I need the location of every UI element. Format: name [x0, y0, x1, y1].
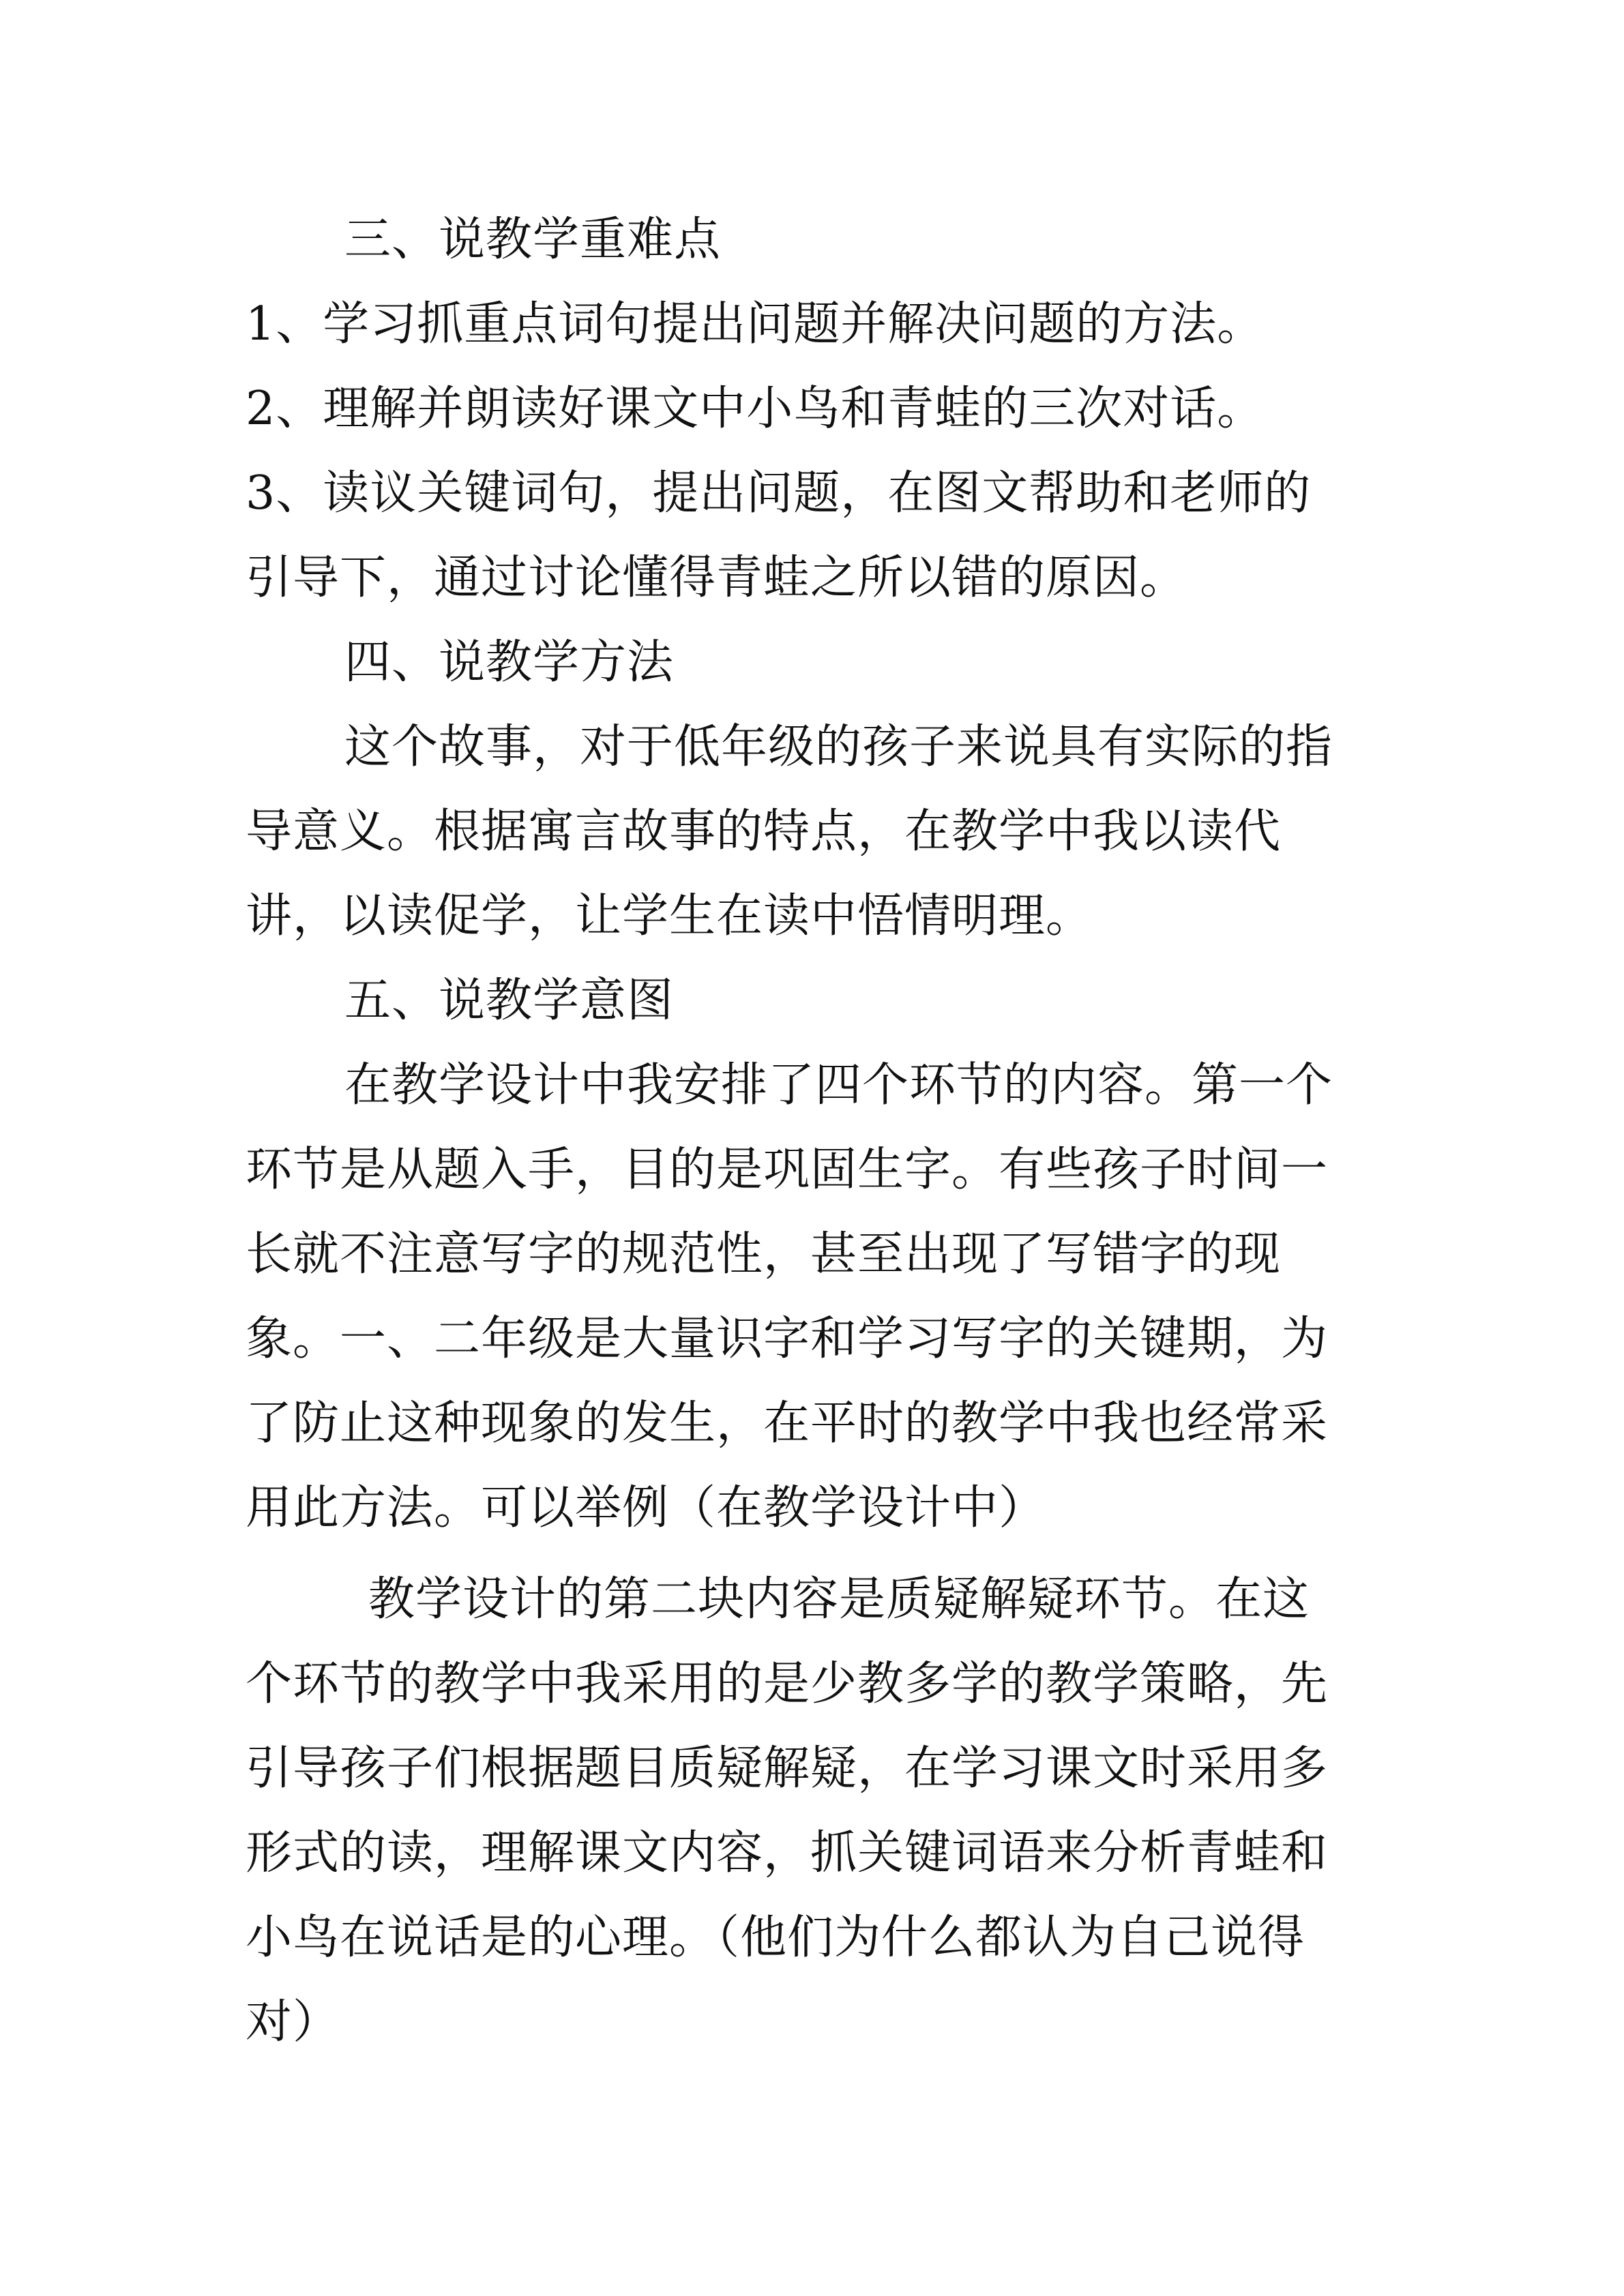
list-item-2: 2、理解并朗读好课文中小鸟和青蛙的三次对话。 — [246, 382, 1265, 436]
paragraph-line: 象。一、二年级是大量识字和学习写字的关键期，为 — [246, 1312, 1329, 1366]
list-item-3-line-2: 引导下，通过讨论懂得青蛙之所以错的原因。 — [246, 551, 1187, 605]
section-heading-3: 三、说教学重难点 — [344, 213, 722, 267]
paragraph-line: 个环节的教学中我采用的是少教多学的教学策略，先 — [246, 1657, 1329, 1711]
paragraph-line: 环节是从题入手，目的是巩固生字。有些孩子时间一 — [246, 1143, 1329, 1197]
list-item-3-line-1: 3、读议关键词句，提出问题，在图文帮助和老师的 — [246, 466, 1312, 520]
paragraph-line: 用此方法。可以举例（在教学设计中） — [246, 1481, 1046, 1535]
section-heading-4: 四、说教学方法 — [344, 636, 675, 689]
paragraph-line: 这个故事，对于低年级的孩子来说具有实际的指 — [344, 720, 1333, 774]
paragraph-line: 导意义。根据寓言故事的特点，在教学中我以读代 — [246, 805, 1282, 859]
section-heading-5: 五、说教学意图 — [344, 974, 675, 1028]
paragraph-line: 讲，以读促学，让学生在读中悟情明理。 — [246, 889, 1093, 943]
paragraph-line: 引导孩子们根据题目质疑解疑，在学习课文时采用多 — [246, 1742, 1329, 1795]
paragraph-line: 形式的读，理解课文内容，抓关键词语来分析青蛙和 — [246, 1826, 1329, 1880]
paragraph-line: 长就不注意写字的规范性，甚至出现了写错字的现 — [246, 1227, 1282, 1281]
paragraph-line: 对） — [246, 1995, 340, 2049]
paragraph-line: 小鸟在说话是的心理。（他们为什么都认为自己说得 — [246, 1911, 1305, 1965]
paragraph-line: 在教学设计中我安排了四个环节的内容。第一个 — [344, 1058, 1333, 1112]
paragraph-line: 了防止这种现象的发生，在平时的教学中我也经常采 — [246, 1397, 1329, 1450]
list-item-1: 1、学习抓重点词句提出问题并解决问题的方法。 — [246, 297, 1265, 351]
paragraph-line: 教学设计的第二块内容是质疑解疑环节。在这 — [368, 1572, 1310, 1626]
